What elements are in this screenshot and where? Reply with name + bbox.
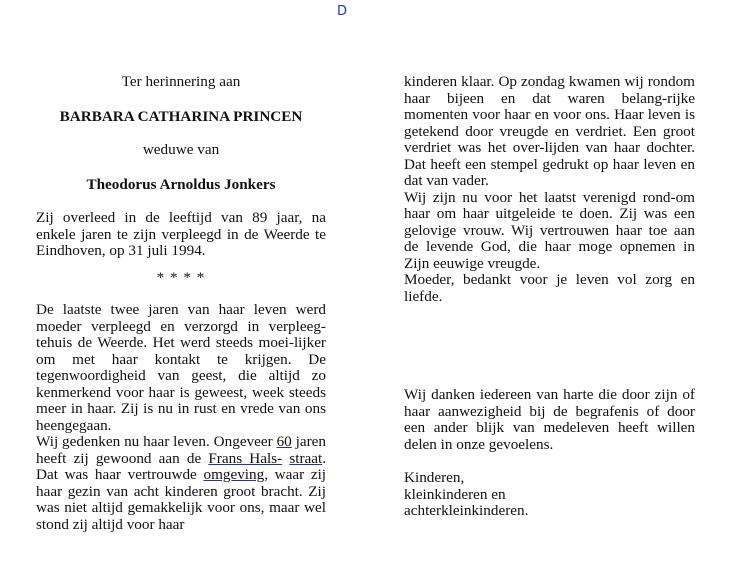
paragraph-remembrance bbox=[36, 434, 326, 533]
paragraph-farewell: Wij zijn nu voor het laatst verenigd rond-om haar om haar uitgeleide te doen. Zij was een gelovige vrouw. Wij vertrouwen haar toe aan de levende God, die haar moge opnemen in Zijn eeuwige vreugde. bbox=[404, 188, 695, 272]
separator: * * * * bbox=[156, 268, 206, 286]
remembrance-text-d: , waar zij haar gezin van acht kinderen groot bracht. Zij was niet altijd gemakkelijk voor ons, maar wel stond zij altijd voor haar bbox=[36, 466, 327, 533]
paragraph-thanks-mother: Moeder, bedankt voor je leven vol zorg en liefde. bbox=[404, 271, 695, 305]
intro-line: Ter herinnering aan bbox=[121, 73, 241, 90]
remembrance-text-a: Wij gedenken nu haar leven. Ongeveer bbox=[36, 433, 277, 450]
underlined-number: 60 bbox=[276, 433, 292, 450]
underlined-street-1: Frans Hals- bbox=[208, 449, 283, 467]
signature-line-1: Kinderen, bbox=[404, 469, 465, 486]
paragraph-last-years: De laatste twee jaren van haar leven werd moeder verpleegd en verzorgd in verpleeg-tehuis de Weerde. Het werd steeds moei-lijker om met haar kontakt te krijgen. De tegenwoordigheid van geest, die altijd zo kenmerkend voor haar is geweest, week steeds meer in haar. Zij is nu in rust en vrede van ons heengegaan. bbox=[36, 301, 326, 434]
underlined-street-2: straat bbox=[289, 449, 323, 467]
paragraph-sundays: kinderen klaar. Op zondag kwamen wij rondom haar bijeen en dat waren belang-rijke momenten voor haar en voor ons. Haar leven is getekend door vreugde en verdriet. Een groot verdriet was het over-lijden van haar dochter. Dat heeft een stempel gedrukt op haar leven en dat van vader. bbox=[404, 73, 695, 189]
underlined-word: omgeving bbox=[203, 466, 265, 483]
signature-block bbox=[404, 470, 695, 520]
death-notice: Zij overleed in de leeftijd van 89 jaar, na enkele jaren te zijn verpleegd in de Weerde te Eindhoven, op 31 juli 1994. bbox=[36, 209, 326, 259]
signature-line-3: achterkleinkinderen. bbox=[404, 502, 529, 519]
widow-line: weduwe van bbox=[142, 141, 220, 158]
deceased-name: BARBARA CATHARINA PRINCEN bbox=[59, 107, 303, 125]
signature-line-2: kleinkinderen en bbox=[404, 485, 506, 503]
left-column bbox=[36, 74, 326, 533]
paragraph-acknowledgement: Wij danken iedereen van harte die door zijn of haar aanwezigheid bij de begrafenis of door een ander blijk van medeleven heeft willen delen in onze gevoelens. bbox=[404, 386, 695, 453]
handwritten-mark: D bbox=[337, 4, 348, 19]
spouse-name: Theodorus Arnoldus Jonkers bbox=[86, 175, 276, 193]
remembrance-text-b: jaren heeft zij gewoond aan de bbox=[36, 433, 326, 467]
remembrance-text-c: . Dat was haar vertrouwde bbox=[36, 449, 326, 483]
right-column bbox=[404, 74, 695, 520]
